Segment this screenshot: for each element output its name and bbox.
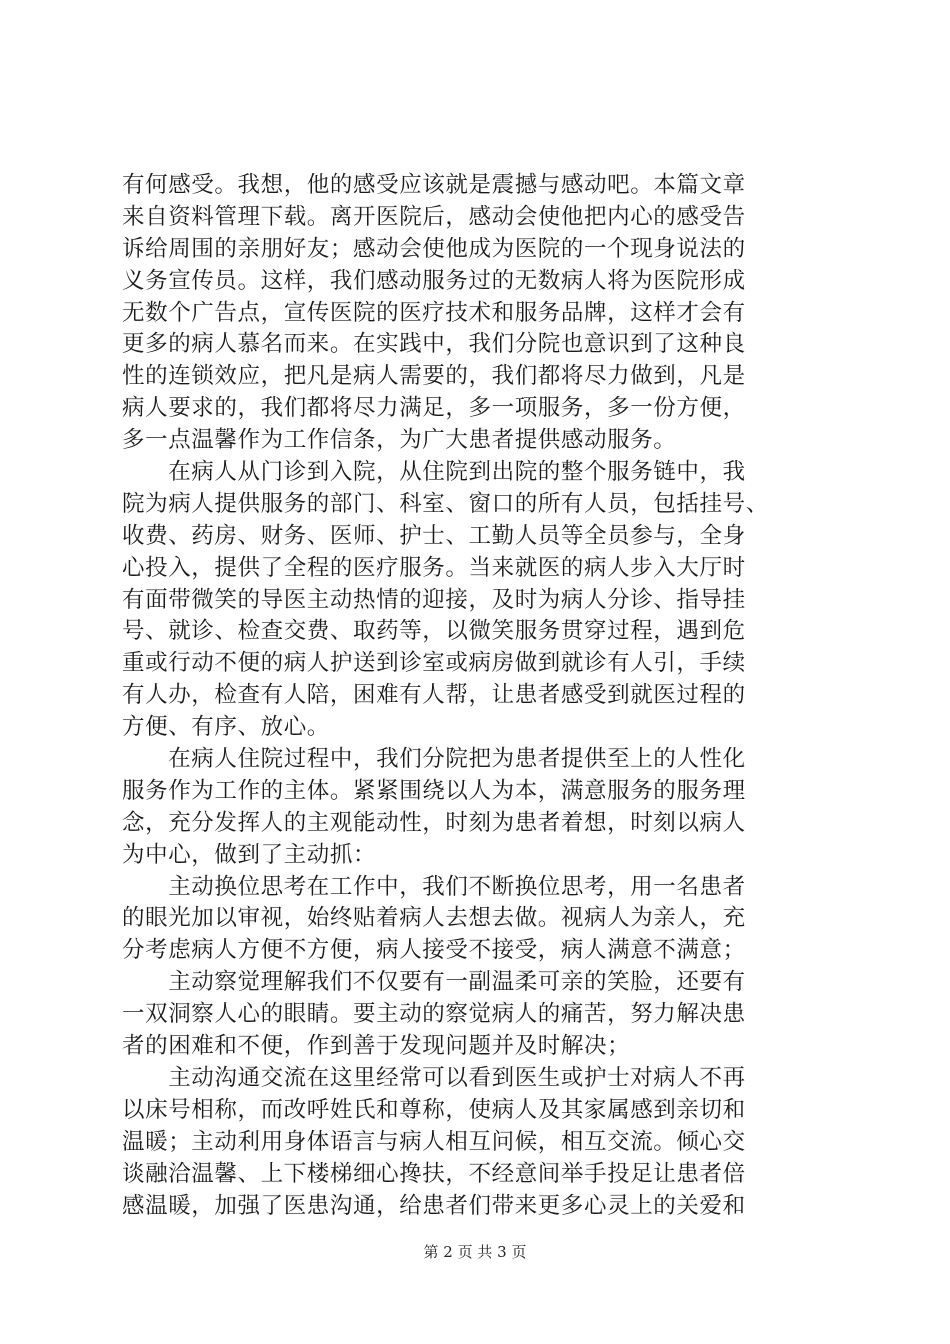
text-line: 重或行动不便的病人护送到诊室或病房做到就诊有人引，手续 (122, 650, 746, 677)
text-line: 来自资料管理下载。离开医院后，感动会使他把内心的感受告 (122, 203, 746, 230)
text-line: 义务宣传员。这样，我们感动服务过的无数病人将为医院形成 (122, 267, 746, 294)
text-line: 主动换位思考在工作中，我们不断换位思考，用一名患者 (122, 873, 746, 900)
text-line: 在病人住院过程中，我们分院把为患者提供至上的人性化 (122, 746, 746, 773)
text-line: 分考虑病人方便不方便，病人接受不接受，病人满意不满意； (122, 937, 746, 964)
text-line: 方便、有序、放心。 (122, 714, 330, 741)
text-line: 感温暖，加强了医患沟通，给患者们带来更多心灵上的关爱和 (122, 1192, 746, 1219)
text-line: 诉给周围的亲朋好友；感动会使他成为医院的一个现身说法的 (122, 235, 746, 262)
text-line: 主动沟通交流在这里经常可以看到医生或护士对病人不再 (122, 1064, 746, 1091)
text-line: 者的困难和不便，作到善于发现问题并及时解决； (122, 1033, 631, 1060)
text-line: 心投入，提供了全程的医疗服务。当来就医的病人步入大厅时 (122, 554, 746, 581)
text-line: 以床号相称，而改呼姓氏和尊称，使病人及其家属感到亲切和 (122, 1096, 746, 1123)
text-line: 性的连锁效应，把凡是病人需要的，我们都将尽力做到，凡是 (122, 363, 746, 390)
text-line: 的眼光加以审视，始终贴着病人去想去做。视病人为亲人，充 (122, 905, 746, 932)
text-line: 院为病人提供服务的部门、科室、窗口的所有人员，包括挂号、 (122, 490, 769, 517)
body-text (122, 170, 834, 1222)
text-line: 一双洞察人心的眼睛。要主动的察觉病人的痛苦，努力解决患 (122, 1001, 746, 1028)
text-line: 为中心，做到了主动抓： (122, 841, 377, 868)
text-line: 有人办，检查有人陪，困难有人帮，让患者感受到就医过程的 (122, 682, 746, 709)
text-line: 有面带微笑的导医主动热情的迎接，及时为病人分诊、指导挂 (122, 586, 746, 613)
text-line: 收费、药房、财务、医师、护士、工勤人员等全员参与，全身 (122, 522, 746, 549)
text-line: 更多的病人慕名而来。在实践中，我们分院也意识到了这种良 (122, 331, 746, 358)
text-line: 无数个广告点，宣传医院的医疗技术和服务品牌，这样才会有 (122, 299, 746, 326)
text-line: 在病人从门诊到入院，从住院到出院的整个服务链中，我 (122, 459, 746, 486)
text-line: 温暖；主动利用身体语言与病人相互问候，相互交流。倾心交 (122, 1128, 746, 1155)
text-line: 有何感受。我想，他的感受应该就是震撼与感动吧。本篇文章 (122, 172, 746, 198)
text-line: 多一点温馨作为工作信条，为广大患者提供感动服务。 (122, 427, 677, 454)
text-line: 服务作为工作的主体。紧紧围绕以人为本，满意服务的服务理 (122, 777, 746, 804)
text-line: 病人要求的，我们都将尽力满足，多一项服务，多一份方便， (122, 395, 746, 422)
text-line: 主动察觉理解我们不仅要有一副温柔可亲的笑脸，还要有 (122, 969, 746, 996)
text-line: 谈融洽温馨、上下楼梯细心搀扶，不经意间举手投足让患者倍 (122, 1160, 746, 1187)
text-line: 号、就诊、检查交费、取药等，以微笑服务贯穿过程，遇到危 (122, 618, 746, 645)
page-footer: 第 2 页 共 3 页 (423, 1243, 527, 1261)
text-line: 念，充分发挥人的主观能动性，时刻为患者着想，时刻以病人 (122, 809, 746, 836)
